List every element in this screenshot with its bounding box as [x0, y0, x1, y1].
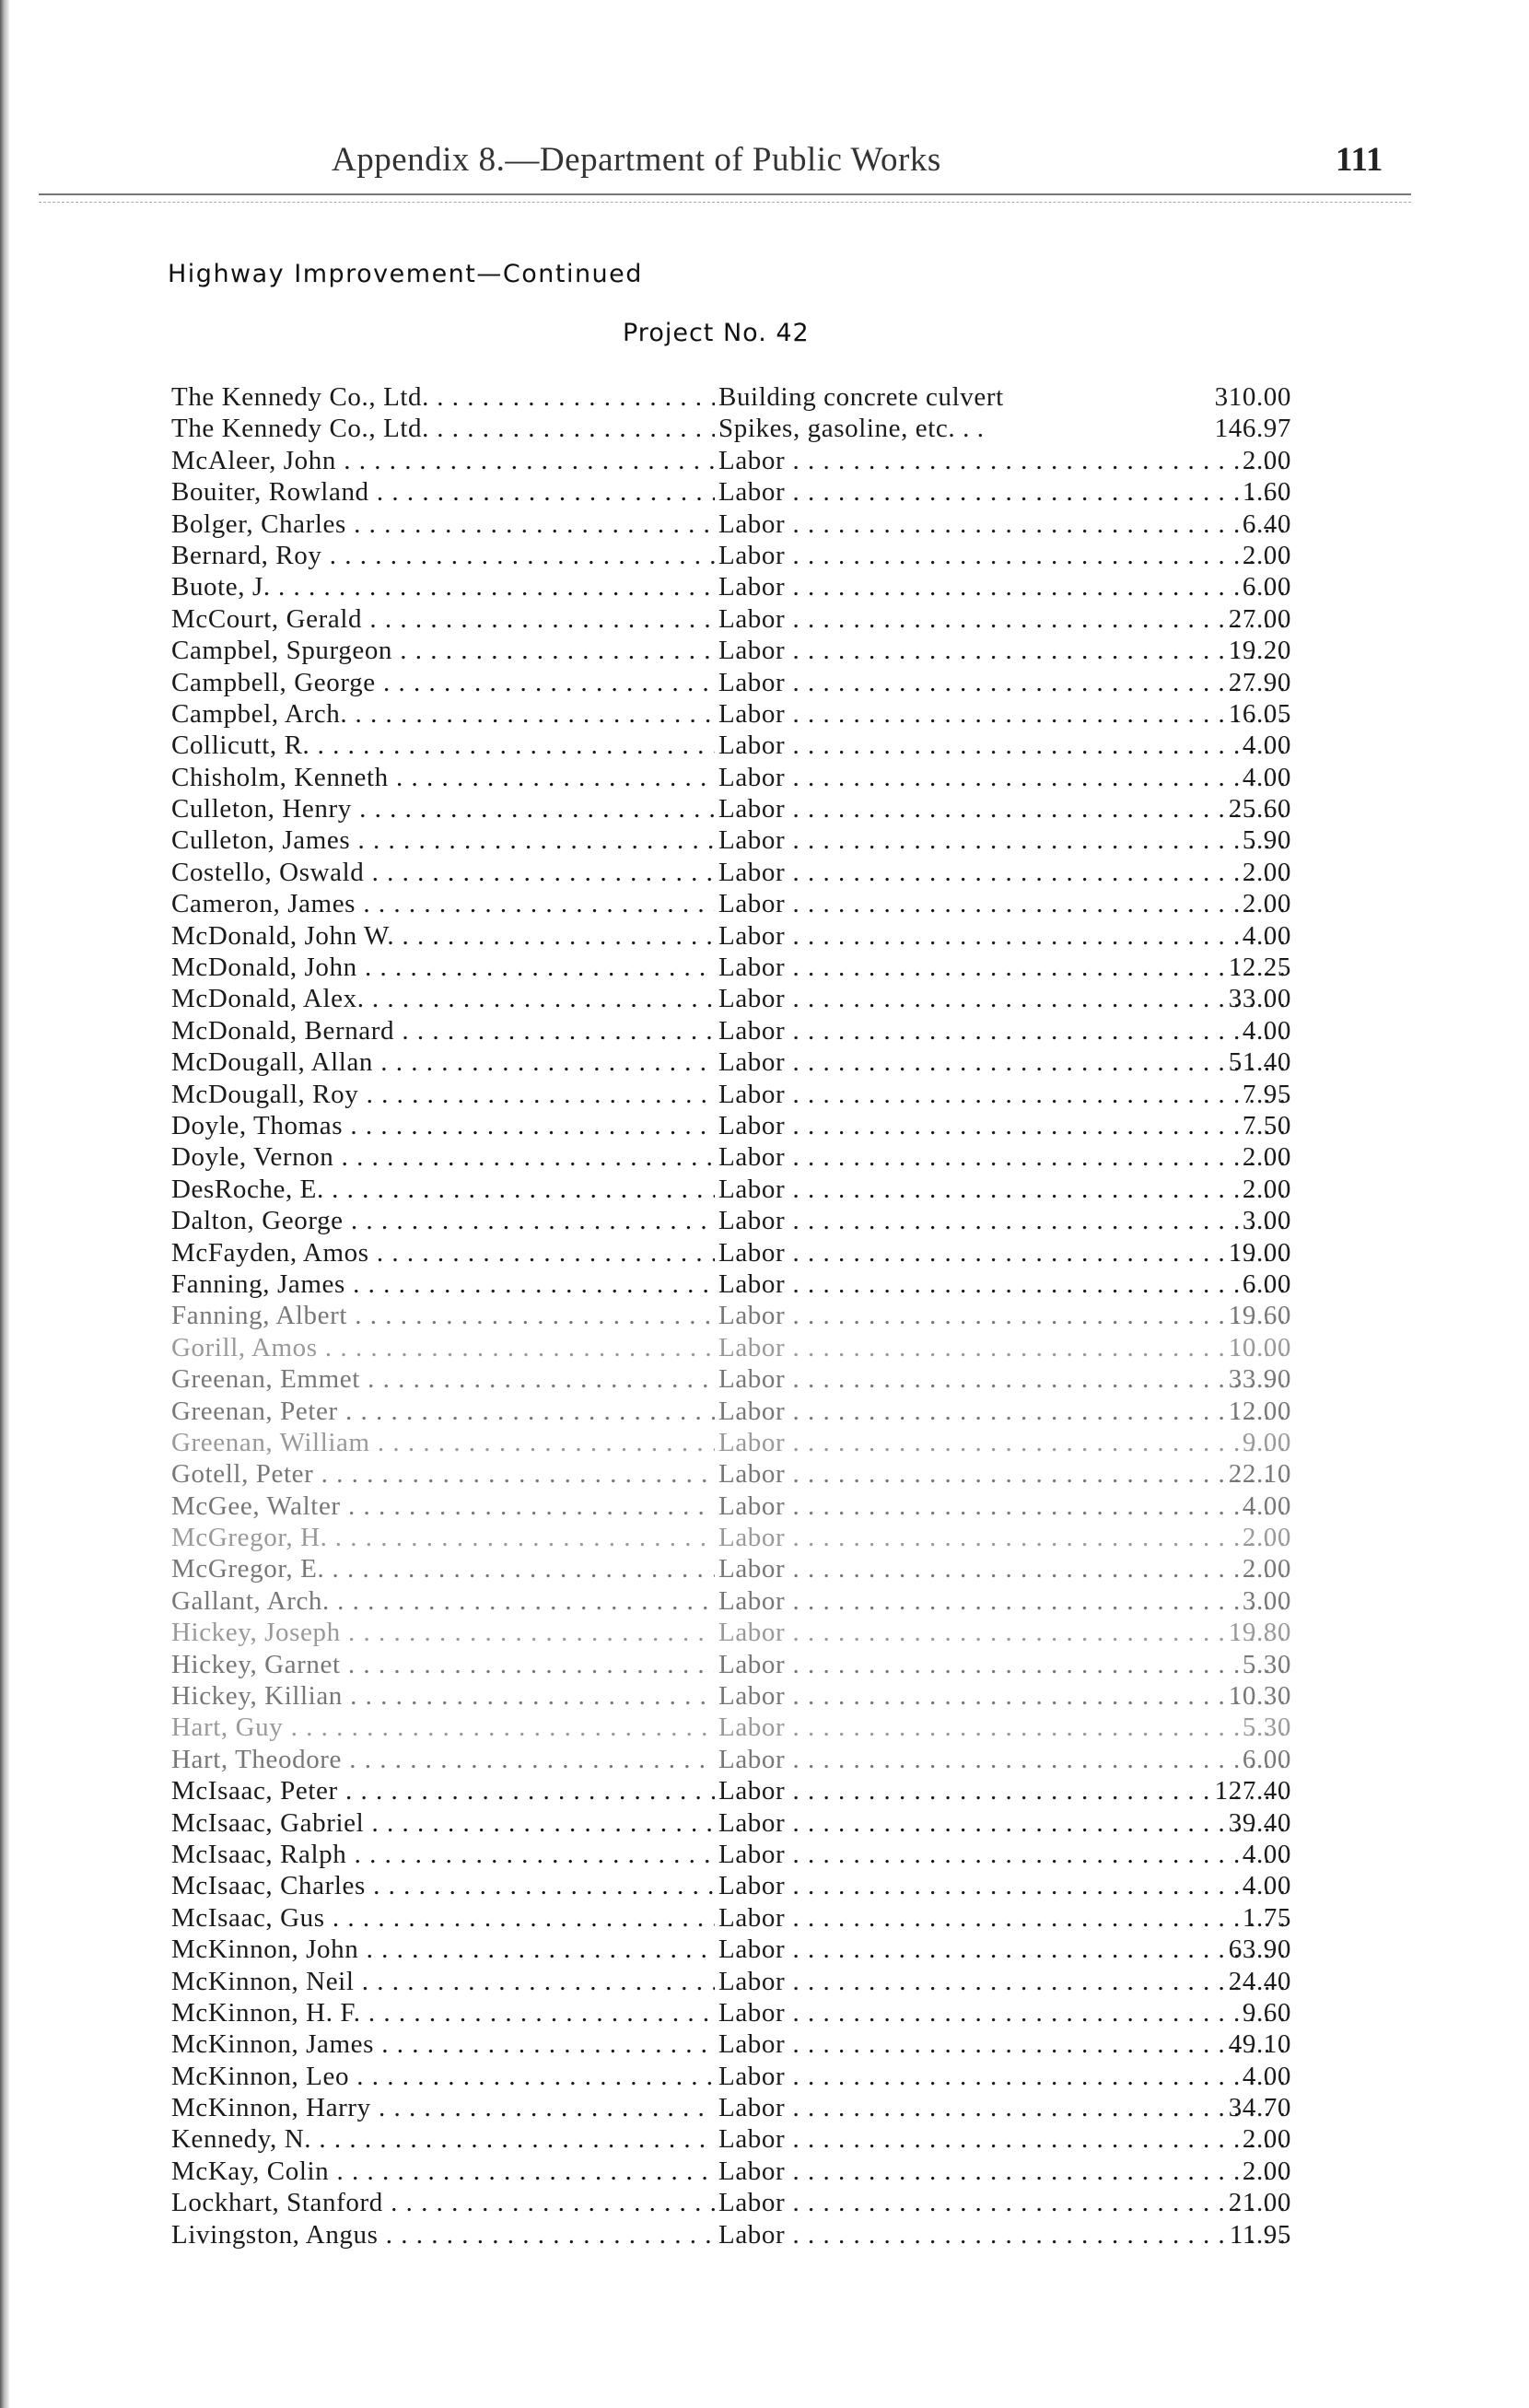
payee-name: Hickey, Joseph . . . [171, 1617, 715, 1648]
list-item [171, 1997, 1291, 2028]
payment-description: Labor . . . [718, 2123, 1290, 2155]
payment-amount: 5.30 [1242, 1649, 1291, 1679]
payee-name: McCourt, Gerald . . . [171, 603, 715, 635]
payment-description: Labor . . . [718, 667, 1290, 698]
payee-name: Bernard, Roy . . . [171, 540, 715, 571]
list-item [171, 762, 1291, 793]
payee-name: McKay, Colin . . . [171, 2156, 715, 2187]
payment-description: Labor . . . [718, 1174, 1290, 1205]
list-item [171, 476, 1291, 508]
payment-amount: 34.70 [1228, 2093, 1291, 2123]
payee-name: McGee, Walter . . . [171, 1490, 715, 1522]
payment-description: Labor . . . [718, 2061, 1290, 2092]
payee-name: Bolger, Charles . . . [171, 508, 715, 540]
list-item [171, 2123, 1291, 2155]
payment-amount: 4.00 [1242, 1871, 1291, 1901]
payment-description: Labor . . . [718, 2092, 1290, 2123]
list-item [171, 2092, 1291, 2123]
payee-name: Collicutt, R. . . . [171, 730, 715, 761]
payment-amount: 9.00 [1242, 1427, 1291, 1457]
payment-amount: 4.00 [1242, 1015, 1291, 1046]
payee-name: McGregor, H. . . . [171, 1522, 715, 1553]
payee-name: McIsaac, Gabriel . . . [171, 1807, 715, 1839]
payment-description: Labor . . . [718, 508, 1290, 540]
list-item [171, 888, 1291, 919]
payment-amount: 4.00 [1242, 762, 1291, 792]
payee-name: Culleton, Henry . . . [171, 793, 715, 824]
payment-amount: 21.00 [1228, 2188, 1291, 2218]
payee-name: McIsaac, Peter . . . [171, 1775, 715, 1806]
payment-amount: 146.97 [1214, 414, 1291, 444]
payment-amount: 6.40 [1242, 508, 1291, 539]
payee-name: Campbel, Arch. . . . [171, 698, 715, 730]
project-heading: Project No. 42 [623, 319, 810, 347]
payment-amount: 1.75 [1242, 1902, 1291, 1933]
payment-amount: 12.00 [1228, 1396, 1291, 1426]
payment-description: Labor . . . [718, 1712, 1290, 1743]
payee-name: McKinnon, James . . . [171, 2028, 715, 2060]
header-rule [39, 193, 1411, 195]
section-heading: Highway Improvement—Continued [168, 260, 643, 288]
list-item [171, 667, 1291, 698]
payee-name: Dalton, George . . . [171, 1205, 715, 1236]
payee-name: Gotell, Peter . . . [171, 1458, 715, 1490]
list-item [171, 1807, 1291, 1839]
payment-amount: 2.00 [1242, 889, 1291, 919]
payment-description: Labor . . . [718, 1427, 1290, 1458]
payee-name: Hart, Theodore . . . [171, 1744, 715, 1775]
payment-description: Labor . . . [718, 920, 1290, 952]
payment-amount: 39.40 [1228, 1807, 1291, 1838]
list-item [171, 1300, 1291, 1331]
list-item [171, 1427, 1291, 1458]
list-item [171, 1839, 1291, 1870]
list-item [171, 1553, 1291, 1584]
payee-name: McDonald, Bernard . . . [171, 1015, 715, 1046]
payment-description: Labor . . . [718, 1237, 1290, 1268]
payee-name: McDonald, Alex. . . . [171, 983, 715, 1014]
payment-description: Labor . . . [718, 1396, 1290, 1427]
payee-name: McIsaac, Charles . . . [171, 1870, 715, 1901]
payment-description: Labor . . . [718, 1363, 1290, 1395]
payment-description: Labor . . . [718, 2156, 1290, 2187]
payment-amount: 3.00 [1242, 1585, 1291, 1616]
list-item [171, 635, 1291, 666]
payment-amount: 19.60 [1228, 1301, 1291, 1331]
list-item [171, 793, 1291, 824]
payment-amount: 10.30 [1228, 1681, 1291, 1712]
payment-description: Labor . . . [718, 1205, 1290, 1236]
list-item [171, 2187, 1291, 2218]
payment-description: Spikes, gasoline, etc. . . [718, 414, 985, 444]
payment-description: Labor . . . [718, 983, 1290, 1014]
payment-amount: 310.00 [1214, 382, 1291, 412]
payment-description: Labor . . . [718, 1807, 1290, 1839]
list-item [171, 1237, 1291, 1268]
payment-description: Labor . . . [718, 1268, 1290, 1300]
payee-name: McDonald, John W. . . . [171, 920, 715, 952]
list-item [171, 1966, 1291, 1997]
list-item [171, 1174, 1291, 1205]
list-item [171, 1775, 1291, 1806]
list-item [171, 983, 1291, 1014]
payment-description: Labor . . . [718, 1870, 1290, 1901]
list-item [171, 1680, 1291, 1712]
payment-description: Labor . . . [718, 824, 1290, 856]
payment-amount: 3.00 [1242, 1206, 1291, 1236]
payment-description: Labor . . . [718, 1141, 1290, 1173]
payment-description: Labor . . . [718, 762, 1290, 793]
list-item [171, 603, 1291, 635]
list-item [171, 857, 1291, 888]
payment-description: Labor . . . [718, 1997, 1290, 2028]
payee-name: McDougall, Allan . . . [171, 1046, 715, 1078]
list-item [171, 1522, 1291, 1553]
payment-description: Labor . . . [718, 540, 1290, 571]
payment-amount: 2.00 [1242, 2156, 1291, 2186]
payment-amount: 10.00 [1228, 1332, 1291, 1362]
payee-name: Fanning, Albert . . . [171, 1300, 715, 1331]
list-item [171, 1458, 1291, 1490]
payment-amount: 24.40 [1228, 1966, 1291, 1996]
payment-amount: 19.00 [1228, 1237, 1291, 1268]
payee-name: Livingston, Angus . . . [171, 2219, 715, 2250]
payment-amount: 2.00 [1242, 540, 1291, 570]
payment-description: Labor . . . [718, 1458, 1290, 1490]
payment-amount: 19.80 [1228, 1618, 1291, 1648]
list-item [171, 571, 1291, 602]
payment-description: Labor . . . [718, 445, 1290, 476]
payment-amount: 22.10 [1228, 1459, 1291, 1490]
list-item [171, 1744, 1291, 1775]
payment-amount: 49.10 [1228, 2029, 1291, 2060]
payee-name: Bouiter, Rowland . . . [171, 476, 715, 508]
list-item [171, 2061, 1291, 2092]
list-item [171, 1396, 1291, 1427]
list-item [171, 381, 1291, 413]
payee-name: Lockhart, Stanford . . . [171, 2187, 715, 2218]
payment-amount: 2.00 [1242, 1174, 1291, 1204]
list-item [171, 540, 1291, 571]
header-rule-secondary [39, 202, 1411, 203]
payee-name: Greenan, Peter . . . [171, 1396, 715, 1427]
payment-amount: 9.60 [1242, 1997, 1291, 2028]
list-item [171, 2156, 1291, 2187]
payee-name: McKinnon, Harry . . . [171, 2092, 715, 2123]
payment-amount: 27.00 [1228, 603, 1291, 634]
payment-description: Labor . . . [718, 1649, 1290, 1680]
list-item [171, 1205, 1291, 1236]
list-item [171, 1712, 1291, 1743]
payee-name: Buote, J. . . . [171, 571, 715, 602]
payee-name: McDonald, John . . . [171, 952, 715, 983]
list-item [171, 920, 1291, 952]
list-item [171, 413, 1291, 444]
payment-description: Labor . . . [718, 793, 1290, 824]
payment-description: Labor . . . [718, 698, 1290, 730]
payee-name: Hickey, Killian . . . [171, 1680, 715, 1712]
payee-name: Cameron, James . . . [171, 888, 715, 919]
payment-amount: 33.90 [1228, 1364, 1291, 1395]
payee-name: The Kennedy Co., Ltd. . . . [171, 413, 715, 444]
payment-description: Labor . . . [718, 1079, 1290, 1110]
payment-amount: 19.20 [1228, 636, 1291, 666]
payee-name: McFayden, Amos . . . [171, 1237, 715, 1268]
payment-description: Labor . . . [718, 1966, 1290, 1997]
payment-amount: 5.30 [1242, 1712, 1291, 1743]
payment-description: Labor . . . [718, 730, 1290, 761]
payment-amount: 2.00 [1242, 1523, 1291, 1553]
payee-name: Hickey, Garnet . . . [171, 1649, 715, 1680]
list-item [171, 824, 1291, 856]
list-item [171, 1046, 1291, 1078]
list-item [171, 1617, 1291, 1648]
list-item [171, 698, 1291, 730]
payment-amount: 7.95 [1242, 1079, 1291, 1109]
payment-description: Labor . . . [718, 1839, 1290, 1870]
payment-description: Labor . . . [718, 2187, 1290, 2218]
payee-name: Gorill, Amos . . . [171, 1332, 715, 1363]
payee-name: McKinnon, Neil . . . [171, 1966, 715, 1997]
payment-description: Labor . . . [718, 857, 1290, 888]
payment-description: Labor . . . [718, 1015, 1290, 1046]
payee-name: McIsaac, Ralph . . . [171, 1839, 715, 1870]
list-item [171, 730, 1291, 761]
payment-description: Labor . . . [718, 2219, 1290, 2250]
payment-description: Building concrete culvert [718, 382, 1004, 412]
payment-description: Labor . . . [718, 1902, 1290, 1934]
payment-amount: 11.95 [1229, 2219, 1291, 2250]
list-item [171, 1585, 1291, 1617]
payee-name: Chisholm, Kenneth . . . [171, 762, 715, 793]
payment-description: Labor . . . [718, 1744, 1290, 1775]
payment-description: Labor . . . [718, 1490, 1290, 1522]
payee-name: Doyle, Vernon . . . [171, 1141, 715, 1173]
payment-amount: 2.00 [1242, 2124, 1291, 2155]
payment-amount: 5.90 [1242, 825, 1291, 856]
expenditure-list [171, 381, 1291, 2250]
payment-description: Labor . . . [718, 888, 1290, 919]
payment-description: Labor . . . [718, 476, 1290, 508]
payment-description: Labor . . . [718, 1046, 1290, 1078]
payment-amount: 4.00 [1242, 731, 1291, 761]
payee-name: Costello, Oswald . . . [171, 857, 715, 888]
payee-name: Kennedy, N. . . . [171, 2123, 715, 2155]
payee-name: Culleton, James . . . [171, 824, 715, 856]
payment-description: Labor . . . [718, 1300, 1290, 1331]
payment-amount: 127.40 [1214, 1776, 1291, 1806]
payee-name: Hart, Guy . . . [171, 1712, 715, 1743]
payment-amount: 16.05 [1228, 698, 1291, 729]
payment-description: Labor . . . [718, 952, 1290, 983]
payee-name: McDougall, Roy . . . [171, 1079, 715, 1110]
payment-amount: 4.00 [1242, 920, 1291, 951]
list-item [171, 1268, 1291, 1300]
payment-description: Labor . . . [718, 1522, 1290, 1553]
payment-amount: 6.00 [1242, 1744, 1291, 1774]
payment-description: Labor . . . [718, 1617, 1290, 1648]
payee-name: Gallant, Arch. . . . [171, 1585, 715, 1617]
payee-name: McKinnon, Leo . . . [171, 2061, 715, 2092]
payment-description: Labor . . . [718, 603, 1290, 635]
payee-name: McIsaac, Gus . . . [171, 1902, 715, 1934]
list-item [171, 1649, 1291, 1680]
list-item [171, 952, 1291, 983]
payment-description: Labor . . . [718, 1553, 1290, 1584]
payee-name: McKinnon, John . . . [171, 1934, 715, 1965]
payment-amount: 25.60 [1228, 794, 1291, 824]
payee-name: Campbell, George . . . [171, 667, 715, 698]
payment-description: Labor . . . [718, 1332, 1290, 1363]
payment-amount: 2.00 [1242, 1142, 1291, 1173]
payee-name: Doyle, Thomas . . . [171, 1110, 715, 1141]
payee-name: Fanning, James . . . [171, 1268, 715, 1300]
payment-amount: 7.50 [1242, 1110, 1291, 1140]
list-item [171, 445, 1291, 476]
list-item [171, 1363, 1291, 1395]
list-item [171, 2219, 1291, 2250]
list-item [171, 1332, 1291, 1363]
payment-amount: 4.00 [1242, 1490, 1291, 1521]
payment-amount: 33.00 [1228, 984, 1291, 1014]
list-item [171, 1015, 1291, 1046]
payment-amount: 4.00 [1242, 1839, 1291, 1869]
payee-name: Greenan, Emmet . . . [171, 1363, 715, 1395]
payment-description: Labor . . . [718, 635, 1290, 666]
list-item [171, 1902, 1291, 1934]
list-item [171, 2028, 1291, 2060]
payment-description: Labor . . . [718, 2028, 1290, 2060]
payment-amount: 12.25 [1228, 953, 1291, 983]
payee-name: McKinnon, H. F. . . . [171, 1997, 715, 2028]
payee-name: McAleer, John . . . [171, 445, 715, 476]
running-head: Appendix 8.—Department of Public Works [332, 141, 941, 179]
list-item [171, 1110, 1291, 1141]
payment-amount: 6.00 [1242, 1268, 1291, 1299]
payment-amount: 63.90 [1228, 1935, 1291, 1965]
list-item [171, 1079, 1291, 1110]
list-item [171, 1870, 1291, 1901]
payment-amount: 51.40 [1228, 1047, 1291, 1078]
payment-description: Labor . . . [718, 1585, 1290, 1617]
payment-amount: 1.60 [1242, 477, 1291, 508]
page-edge-shadow [0, 0, 9, 2408]
payment-amount: 6.00 [1242, 572, 1291, 602]
payee-name: McGregor, E. . . . [171, 1553, 715, 1584]
payment-description: Labor . . . [718, 1775, 1290, 1806]
list-item [171, 1490, 1291, 1522]
payee-name: DesRoche, E. . . . [171, 1174, 715, 1205]
payment-amount: 27.90 [1228, 667, 1291, 697]
payment-amount: 2.00 [1242, 1554, 1291, 1584]
payment-description: Labor . . . [718, 1934, 1290, 1965]
payment-description: Labor . . . [718, 1680, 1290, 1712]
list-item [171, 508, 1291, 540]
payee-name: Greenan, William . . . [171, 1427, 715, 1458]
payee-name: Campbel, Spurgeon . . . [171, 635, 715, 666]
payee-name: The Kennedy Co., Ltd. . . . [171, 381, 715, 413]
payment-amount: 2.00 [1242, 445, 1291, 475]
page-number: 111 [1336, 141, 1383, 179]
payment-amount: 2.00 [1242, 857, 1291, 887]
payment-amount: 4.00 [1242, 2061, 1291, 2091]
list-item [171, 1141, 1291, 1173]
payment-description: Labor . . . [718, 1110, 1290, 1141]
payment-description: Labor . . . [718, 571, 1290, 602]
list-item [171, 1934, 1291, 1965]
